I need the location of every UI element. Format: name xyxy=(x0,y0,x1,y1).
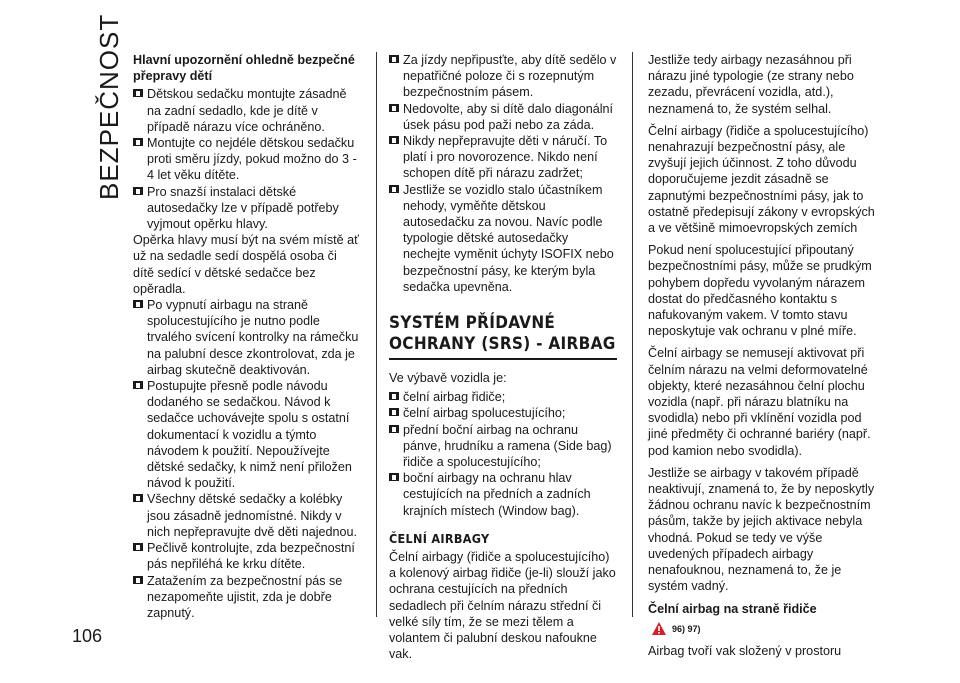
item-text: Po vypnutí airbagu na straně spolucestujícího je nutno podle trvalého svícení kontrolky na rámečku na palubní desce zkontrolovat, zda je airbag skutečně deaktivován. xyxy=(147,298,359,377)
bullet-item xyxy=(133,540,361,572)
item-text: Postupujte přesně podle návodu dodaného se sedačkou. Návod k sedačce uchovávejte spolu s ostatní dokumentací k vozidlu a týmto návodem k použití. Nepoužívejte dětské sedačky, k nimž není přiložen návod k použití. xyxy=(147,379,352,491)
bullet-icon xyxy=(133,576,143,584)
bullet-item xyxy=(389,470,617,519)
bullet-icon xyxy=(389,104,399,112)
item-text: Montujte co nejdéle dětskou sedačku proti směru jízdy, pokud možno do 3 - 4 let věku dítěte. xyxy=(147,136,357,183)
bullet-item xyxy=(133,297,361,378)
bullet-icon xyxy=(389,185,399,193)
item-text: Všechny dětské sedačky a kolébky jsou zásadně jednomístné. Nikdy v nich nepřepravujte dvě děti najednou. xyxy=(147,492,358,539)
bullet-item xyxy=(133,378,361,491)
bullet-item xyxy=(389,133,617,182)
subheading-front-airbags: ČELNÍ AIRBAGY xyxy=(389,530,490,546)
item-text: Nikdy nepřepravujte děti v náručí. To platí i pro novorozence. Nikdo není schopen dítě při nárazu zadržet; xyxy=(403,134,608,181)
bullet-icon xyxy=(389,392,399,400)
warning-refs: 96) 97) xyxy=(672,623,701,634)
item-text: čelní airbag řidiče; xyxy=(403,390,506,405)
warning-triangle-icon xyxy=(652,622,666,635)
bullet-icon xyxy=(133,138,143,146)
driver-airbag-heading: Čelní airbag na straně řidiče xyxy=(648,601,817,616)
item-text: Pro snazší instalaci dětské autosedačky lze v případě potřeby vyjmout opěrku hlavy. xyxy=(147,184,339,232)
intro-text: Ve výbavě vozidla je: xyxy=(389,371,507,386)
item-text: čelní airbag spolucestujícího; xyxy=(403,406,566,421)
column-3 xyxy=(648,52,876,662)
bullet-item xyxy=(133,491,361,540)
bullet-icon xyxy=(389,425,399,433)
bullet-icon xyxy=(389,473,399,481)
text-paragraph: Čelní airbagy se nemusejí aktivovat při čelním nárazu na velmi deformovatelné objekty, které nezasáhnou čelní plochu vozidla (např. při nárazu blatníku na svodidla) nebo při vklínění vozidla pod jiné předměty či ochranné bariéry (např. pod kamion nebo svodidla). xyxy=(648,346,871,458)
item-text: Nedovolte, aby si dítě dalo diagonální úsek pásu pod paži nebo za záda. xyxy=(403,101,614,132)
bullet-icon xyxy=(389,408,399,416)
column-1 xyxy=(133,52,361,621)
item-text: boční airbagy na ochranu hlav cestujících na předních a zadních krajních místech (Window bag). xyxy=(403,471,591,518)
last-line: Airbag tvoří vak složený v prostoru xyxy=(648,643,842,658)
column-divider xyxy=(632,52,633,617)
text-paragraph: Jestliže se airbagy v takovém případě neaktivují, znamená to, že by neposkytly žádnou ochranu navíc k bezpečnostním pásům, takže by jejich aktivace nebyla vhodná. Pokud se tedy ve výše uvedených případech airbagy nenafouknou, neznamená to, že je systém vadný. xyxy=(648,465,875,594)
item-text: přední boční airbag na ochranu pánve, hrudníku a ramena (Side bag) řidiče a spolucestujícího; xyxy=(403,422,612,470)
section-heading-srs: SYSTÉM PŘÍDAVNÉ OCHRANY (SRS) - AIRBAG xyxy=(389,313,617,360)
section-title: BEZPEČNOST xyxy=(94,13,124,200)
bullet-item xyxy=(133,86,361,135)
bullet-item xyxy=(389,101,617,133)
col1-heading: Hlavní upozornění ohledně bezpečné přepravy dětí xyxy=(133,53,355,84)
item-text: Jestliže se vozidlo stalo účastníkem nehody, vyměňte dětskou autosedačku za novou. Navíc podle typologie dětské autosedačky nechejte vyměnit úchyty ISOFIX nebo bezpečnostní pásy, ke kterým byla sedačka upevněna. xyxy=(403,182,614,294)
bullet-item xyxy=(133,184,361,233)
bullet-item xyxy=(389,52,617,101)
text-paragraph: Jestliže tedy airbagy nezasáhnou při nárazu jiné typologie (ze strany nebo zezadu, převrácení vozidla, atd.), neznamená to, že systém selhal. xyxy=(648,53,854,116)
bullet-icon xyxy=(389,55,399,63)
item-text: Zatažením za bezpečnostní pás se nezapomeňte ujistit, zda je dobře zapnutý. xyxy=(147,573,343,620)
text-paragraph: Pokud není spolucestující připoutaný bezpečnostními pásy, může se prudkým pohybem dopředu vyvolaným nárazem dostat do předčasného kontaktu s nafukovaným vakem. V tomto stavu neposkytuje vak ochranu v plné míře. xyxy=(648,243,872,339)
item-text: Dětskou sedačku montujte zásadně na zadní sedadlo, kde je dítě v případě nárazu více ochráněno. xyxy=(147,87,347,134)
warning-reference xyxy=(652,621,876,637)
bullet-item xyxy=(389,182,617,295)
column-2 xyxy=(389,52,617,666)
bullet-icon xyxy=(389,136,399,144)
bullet-item xyxy=(133,573,361,622)
bullet-item xyxy=(389,422,617,471)
item-text: Pečlivě kontrolujte, zda bezpečnostní pás nepřiléhá ke krku dítěte. xyxy=(147,541,355,572)
bullet-icon xyxy=(133,300,143,308)
item-text: Opěrka hlavy musí být na svém místě ať už na sedadle sedí dospělá osoba či dítě sedící v dětské sedačce bez opěradla. xyxy=(133,233,359,296)
bullet-icon xyxy=(133,381,143,389)
bullet-icon xyxy=(133,543,143,551)
bullet-icon xyxy=(133,187,143,195)
bullet-icon xyxy=(133,89,143,97)
front-airbags-paragraph: Čelní airbagy (řidiče a spolucestujícího) a kolenový airbag řidiče (je-li) slouží jako ochrana cestujících na předních sedadlech při čelním nárazu střední či velké síly tím, že se mezi tělem a volantem či palubní deskou nafoukne vak. xyxy=(389,550,616,662)
page-number: 106 xyxy=(72,626,103,646)
bullet-icon xyxy=(133,494,143,502)
text-paragraph xyxy=(133,232,361,297)
text-paragraph: Čelní airbagy (řidiče a spolucestujícího) nenahrazují bezpečnostní pásy, ale zvyšují jejich účinnost. Z toho důvodu doporučujeme jezdit zásadně se zapnutými bezpečnostními pásy, jak to ostatně předepisují zákony v evropských a ve většině mimoevropských zemích xyxy=(648,123,875,236)
bullet-item xyxy=(133,135,361,184)
item-text: Za jízdy nepřipusťte, aby dítě sedělo v nepatřičné poloze či s rozepnutým bezpečnostním pásem. xyxy=(403,53,617,100)
bullet-item xyxy=(389,389,617,405)
bullet-item xyxy=(389,405,617,421)
column-divider xyxy=(376,52,377,617)
